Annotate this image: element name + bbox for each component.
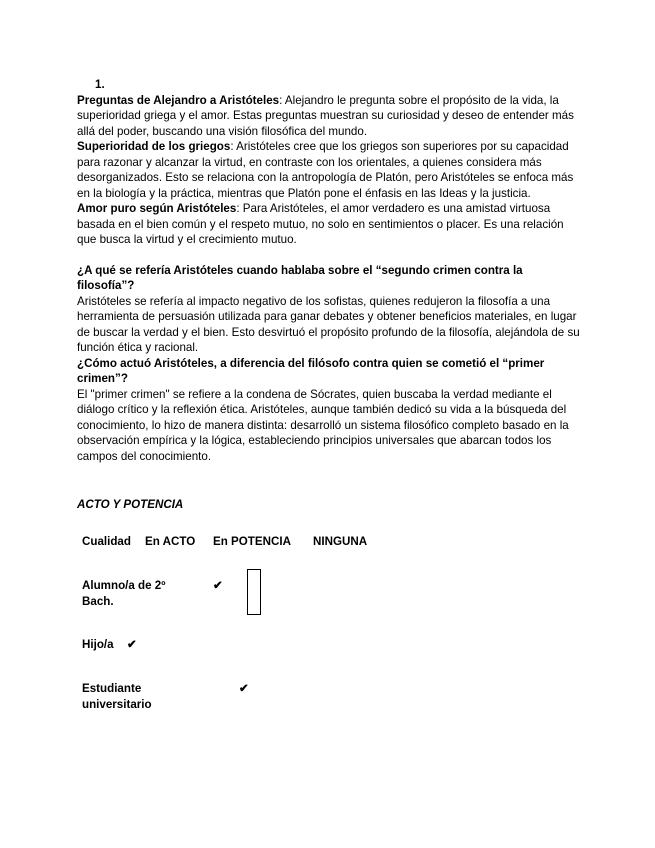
check-mark-icon: ✔ (213, 579, 223, 592)
header-cualidad: Cualidad (82, 535, 131, 548)
term-superioridad: Superioridad de los griegos (77, 140, 231, 153)
term-alejandro: Preguntas de Alejandro a Aristóteles (77, 93, 280, 107)
text-alejandro: : Alejandro le pregunta sobre el propósito de la vida, la superioridad griega y el amor. Estas preguntas muestran su curiosidad y deseo de entender más allá del poder, buscando una visión filosófica del mundo. (77, 93, 574, 138)
answer-segundo-crimen: Aristóteles se refería al impacto negativo de los sofistas, quienes redujeron la filosofía a una herramienta de persuasión utilizada para ganar debates y obtener beneficios materiales, en lugar de buscar la verdad y el bien. Esto desvirtuó el propósito profundo de la filosofía, alejándola de su función ética y racional. (77, 294, 580, 354)
row-label-alumno: Alumno/a de 2º Bach. (82, 579, 166, 608)
document-body (77, 77, 582, 464)
row-label-hijo: Hijo/a (82, 638, 114, 651)
text-amor: : Para Aristóteles, el amor verdadero es una amistad virtuosa basada en el bien común y el respeto mutuo, no solo en sentimientos o placer. Es una relación que busca la virtud y el crecimiento mutuo. (77, 202, 564, 246)
header-ninguna: NINGUNA (313, 535, 368, 548)
empty-checkbox[interactable] (247, 569, 261, 615)
row-label-estudiante: Estudiante universitario (82, 682, 152, 711)
question-primer-crimen: ¿Cómo actuó Aristóteles, a diferencia del filósofo contra quien se cometió el “primer crimen”? (77, 356, 545, 385)
paragraph-superioridad (77, 139, 582, 201)
check-mark-icon: ✔ (239, 682, 249, 695)
list-number: 1. (95, 78, 105, 91)
header-en-potencia: En POTENCIA (213, 535, 291, 548)
question-segundo-crimen: ¿A qué se refería Aristóteles cuando hablaba sobre el “segundo crimen contra la filosofía”? (77, 263, 523, 292)
paragraph-alejandro (77, 93, 582, 140)
check-mark-icon: ✔ (127, 638, 137, 651)
paragraph-amor (77, 201, 582, 248)
header-en-acto: En ACTO (145, 535, 196, 548)
text-superioridad: : Aristóteles cree que los griegos son superiores por su capacidad para razonar y alcanzar la virtud, en contraste con los orientales, a quienes considera más desorganizados. Esto se relaciona con la antropología de Platón, pero Aristóteles se enfoca más en la biología y la práctica, mientras que Platón pone el énfasis en las Ideas y la justicia. (77, 140, 574, 200)
answer-primer-crimen: El "primer crimen" se refiere a la condena de Sócrates, quien buscaba la verdad mediante el diálogo crítico y la reflexión ética. Aristóteles, aunque también dedicó su vida a la búsqueda del conocimiento, lo hizo de manera distinta: desarrolló un sistema filosófico completo basado en la observación empírica y la lógica, estableciendo principios universales que abarcan todos los campos del conocimiento. (77, 387, 569, 463)
acto-potencia-heading: ACTO Y POTENCIA (77, 498, 184, 511)
term-amor: Amor puro según Aristóteles (77, 202, 237, 215)
